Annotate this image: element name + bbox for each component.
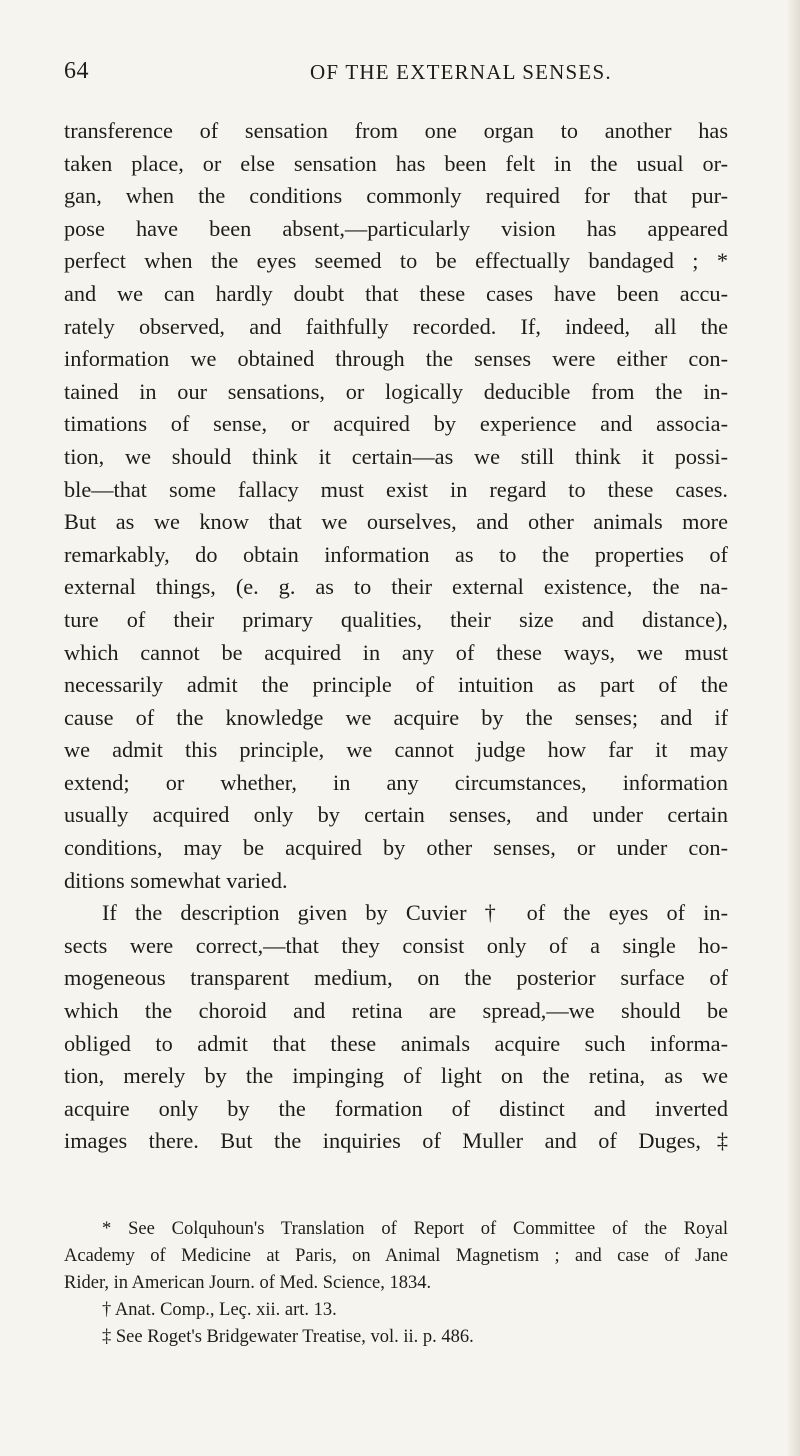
text-line: rately observed, and faithfully recorded. If, indeed, all the <box>64 313 728 339</box>
text-line: images there. But the inquiries of Muller and of Duges,‡ <box>64 1128 728 1154</box>
footnote-line: Rider, in American Journ. of Med. Science, 1834. <box>64 1273 432 1293</box>
text-line: ble—that some fallacy must exist in regard to these cases. <box>64 476 728 502</box>
text-line: obliged to admit that these animals acquire such informa- <box>64 1030 728 1056</box>
text-line: pose have been absent,—particularly vision has appeared <box>64 215 728 241</box>
paragraph-start-line: If the description given by Cuvier † of the eyes of in- <box>102 900 728 926</box>
text-line: usually acquired only by certain senses, and under certain <box>64 802 728 828</box>
text-line: which cannot be acquired in any of these ways, we must <box>64 639 728 665</box>
text-line: extend; or whether, in any circumstances, information <box>64 769 728 795</box>
text-line: and we can hardly doubt that these cases have been accu- <box>64 280 728 306</box>
text-line: taken place, or else sensation has been felt in the usual or- <box>64 150 728 176</box>
text-line: tion, we should think it certain—as we still think it possi- <box>64 443 728 469</box>
footnote-line: ‡ See Roget's Bridgewater Treatise, vol. ii. p. 486. <box>102 1327 474 1347</box>
text-line: ture of their primary qualities, their size and distance), <box>64 606 728 632</box>
page-number: 64 <box>64 58 89 84</box>
text-line: information we obtained through the senses were either con- <box>64 346 728 372</box>
text-line: tion, merely by the impinging of light on the retina, as we <box>64 1063 728 1089</box>
page-edge-shadow <box>786 0 800 1456</box>
text-line: cause of the knowledge we acquire by the senses; and if <box>64 704 728 730</box>
running-title: OF THE EXTERNAL SENSES. <box>310 60 612 84</box>
text-line: necessarily admit the principle of intuition as part of the <box>64 672 728 698</box>
text-line: external things, (e. g. as to their external existence, the na- <box>64 574 728 600</box>
text-line: transference of sensation from one organ to another has <box>64 118 728 143</box>
text-line: mogeneous transparent medium, on the posterior surface of <box>64 965 728 991</box>
footnote-line: * See Colquhoun's Translation of Report of Committee of the Royal <box>102 1219 728 1239</box>
text-line: perfect when the eyes seemed to be effectually bandaged ; * <box>64 248 728 274</box>
paragraph-end-line: ditions somewhat varied. <box>64 867 288 893</box>
text-line: gan, when the conditions commonly required for that pur- <box>64 183 728 209</box>
text-line: conditions, may be acquired by other senses, or under con- <box>64 835 728 861</box>
text-line: we admit this principle, we cannot judge how far it may <box>64 737 728 763</box>
footnote-line: † Anat. Comp., Leç. xii. art. 13. <box>102 1300 337 1320</box>
footnotes <box>64 1216 728 1351</box>
body-text <box>64 115 728 1158</box>
footnote-line: Academy of Medicine at Paris, on Animal Magnetism ; and case of Jane <box>64 1246 728 1266</box>
running-header <box>64 58 724 90</box>
text-line: timations of sense, or acquired by experience and associa- <box>64 411 728 437</box>
text-line: But as we know that we ourselves, and other animals more <box>64 509 728 535</box>
text-line: acquire only by the formation of distinct and inverted <box>64 1095 728 1121</box>
text-line: sects were correct,—that they consist only of a single ho- <box>64 932 728 958</box>
text-line: tained in our sensations, or logically deducible from the in- <box>64 378 728 404</box>
text-line: which the choroid and retina are spread,—we should be <box>64 998 728 1024</box>
text-line: remarkably, do obtain information as to the properties of <box>64 541 728 567</box>
